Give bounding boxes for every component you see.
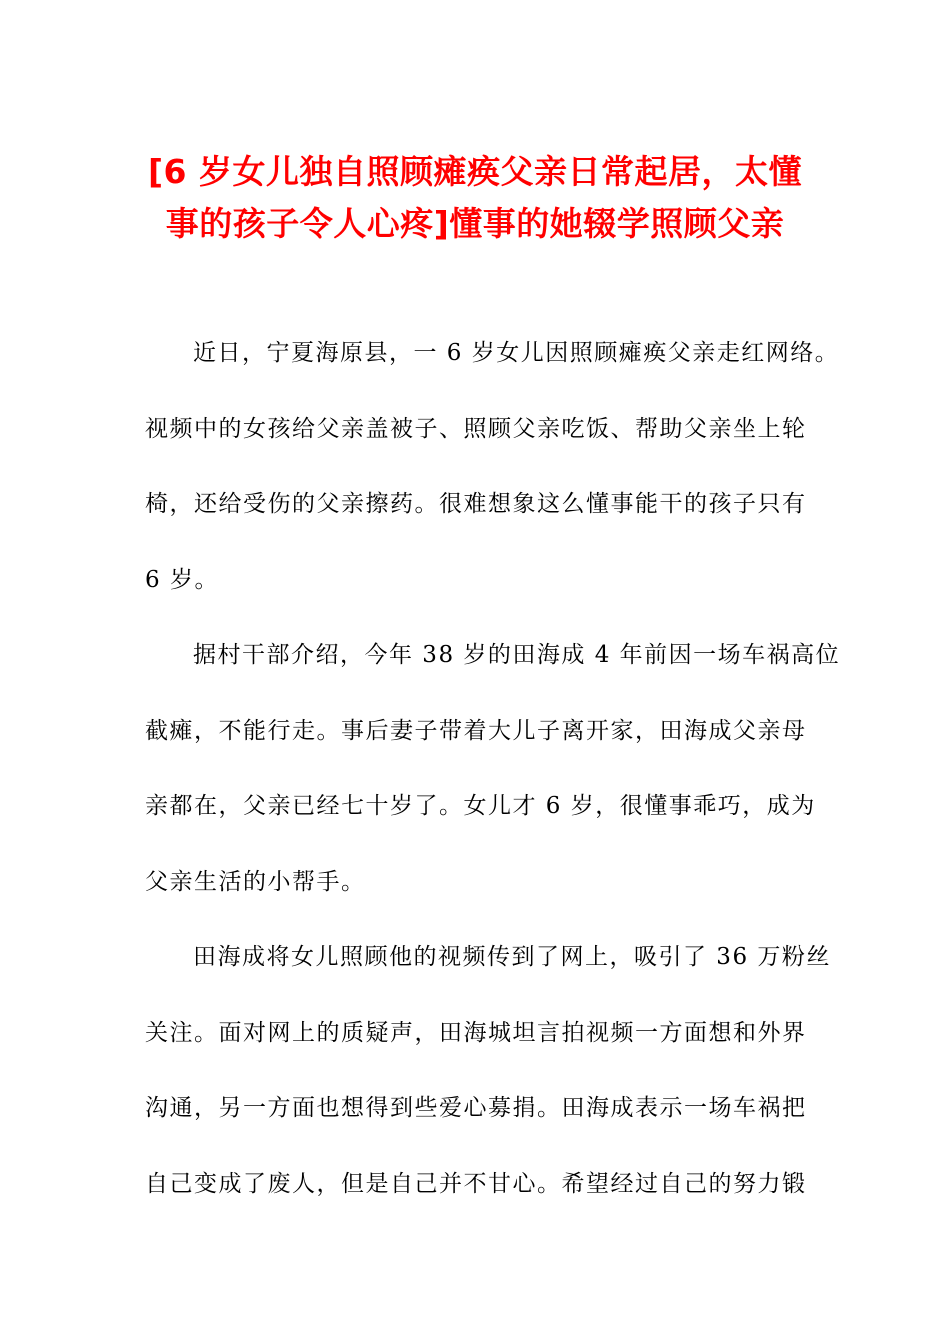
document-title: [120, 146, 830, 250]
paragraph-line: 据村干部介绍，今年 38 岁的田海成 4 年前因一场车祸高位: [193, 642, 841, 668]
paragraph-line: 视频中的女孩给父亲盖被子、照顾父亲吃饭、帮助父亲坐上轮: [145, 415, 807, 442]
paragraph-line: 截瘫，不能行走。事后妻子带着大儿子离开家，田海成父亲母: [145, 717, 807, 744]
paragraph-line: 田海成将女儿照顾他的视频传到了网上，吸引了 36 万粉丝: [193, 944, 831, 970]
paragraph-line: 关注。面对网上的质疑声，田海城坦言拍视频一方面想和外界: [145, 1019, 807, 1046]
document-body: [145, 332, 841, 1238]
paragraph-line: 椅，还给受伤的父亲擦药。很难想象这么懂事能干的孩子只有: [145, 491, 807, 517]
title-line: 事的孩子令人心疼]懂事的她辍学照顾父亲: [165, 204, 785, 243]
paragraph-line: 6 岁。: [145, 566, 219, 593]
paragraph-line: 亲都在，父亲已经七十岁了。女儿才 6 岁，很懂事乖巧，成为: [145, 793, 816, 819]
paragraph-line: 近日，宁夏海原县，一 6 岁女儿因照顾瘫痪父亲走红网络。: [193, 340, 840, 366]
paragraph-line: 沟通，另一方面也想得到些爱心募捐。田海成表示一场车祸把: [145, 1095, 807, 1121]
paragraph-line: 自己变成了废人，但是自己并不甘心。希望经过自己的努力锻: [145, 1170, 807, 1197]
paragraph-line: 父亲生活的小帮手。: [145, 868, 366, 895]
title-line: [6 岁女儿独自照顾瘫痪父亲日常起居，太懂: [147, 152, 803, 191]
